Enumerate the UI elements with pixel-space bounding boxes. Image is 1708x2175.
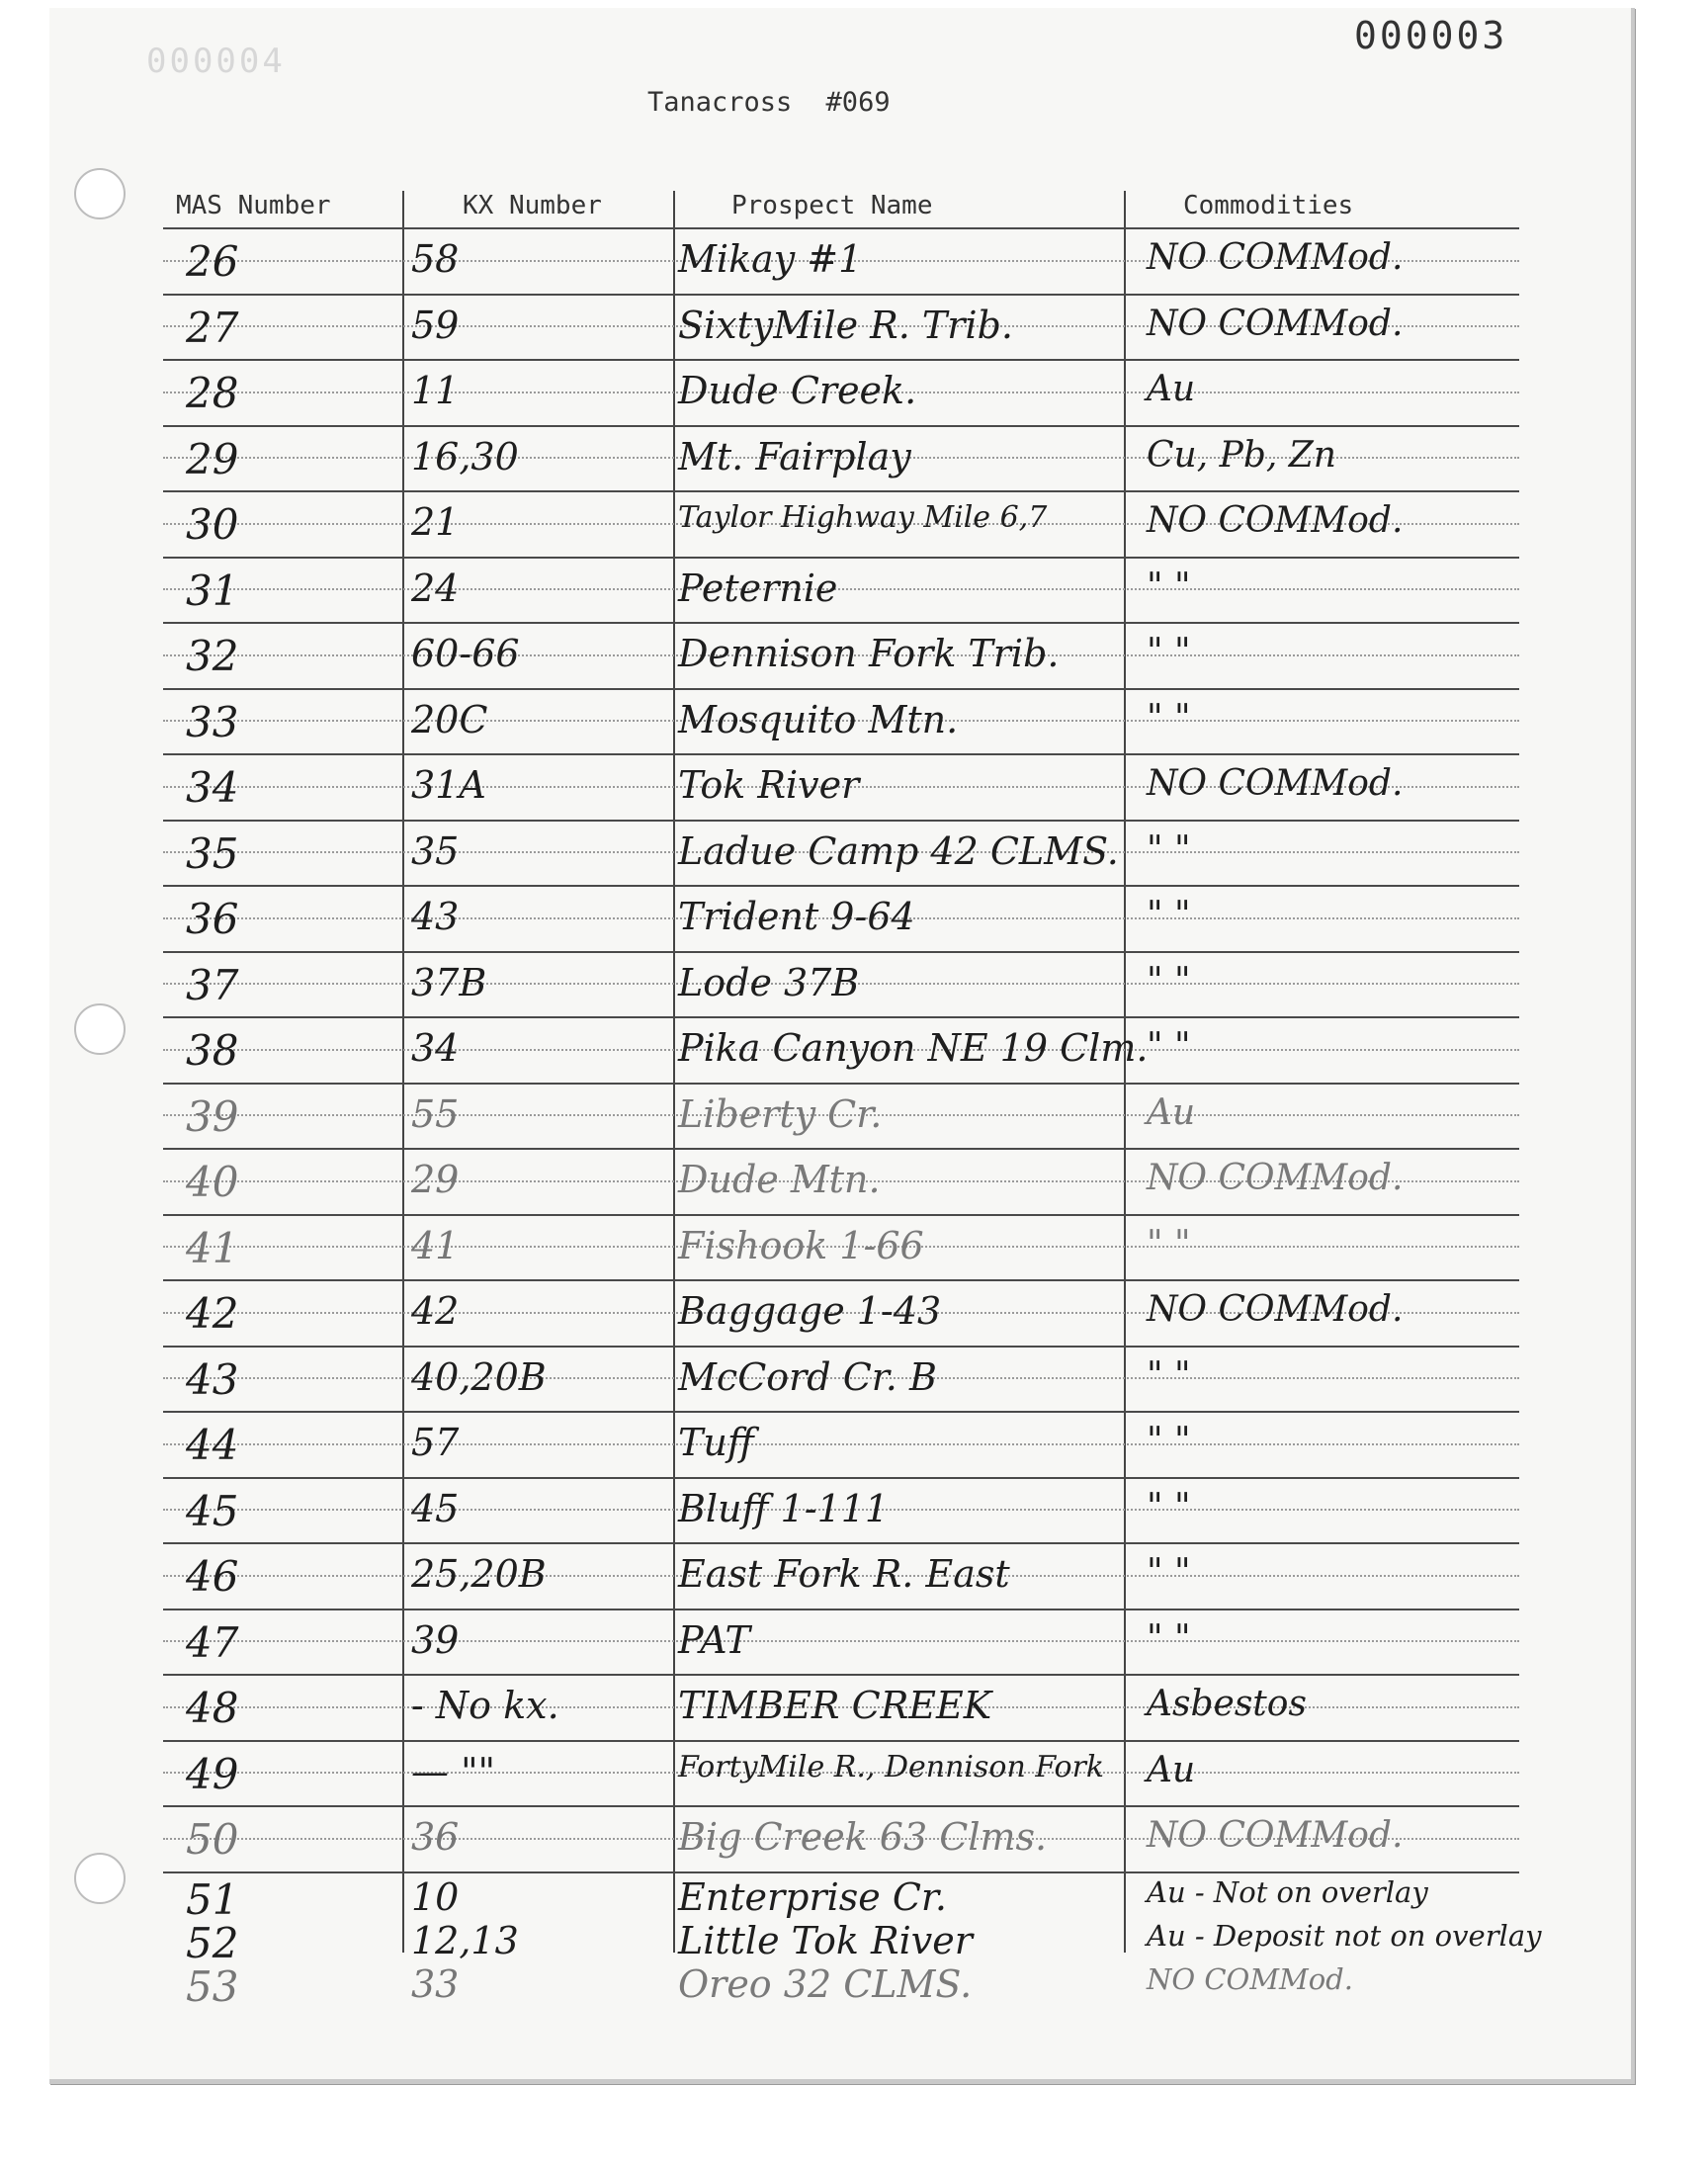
commodities-cell: Au - Not on overlay <box>1147 1874 1428 1909</box>
commodities-cell: " " <box>1147 828 1191 870</box>
prospect-name-cell: East Fork R. East <box>678 1552 1010 1596</box>
kx-number-cell: 33 <box>411 1961 460 2006</box>
commodities-cell: NO COMMod. <box>1147 1289 1404 1330</box>
commodities-cell: Au - Deposit not on overlay <box>1147 1918 1542 1953</box>
row-rule <box>163 753 1519 755</box>
header-kx-number: KX Number <box>463 191 602 220</box>
mas-number-cell: 32 <box>186 632 239 680</box>
prospect-name-cell: TIMBER CREEK <box>678 1684 992 1727</box>
commodities-cell: " " <box>1147 1486 1191 1527</box>
commodities-cell: Cu, Pb, Zn <box>1147 434 1336 476</box>
row-rule <box>163 425 1519 427</box>
prospect-name-cell: FortyMile R., Dennison Fork <box>678 1749 1105 1784</box>
commodities-cell: " " <box>1147 632 1191 672</box>
kx-number-cell: 21 <box>411 500 460 544</box>
commodities-cell: NO COMMod. <box>1147 500 1404 541</box>
header-rule <box>163 227 1519 229</box>
prospect-name-cell: Little Tok River <box>678 1918 973 1962</box>
header-prospect-name: Prospect Name <box>731 191 933 220</box>
row-rule <box>163 885 1519 887</box>
commodities-cell: " " <box>1147 960 1191 1001</box>
commodities-cell: " " <box>1147 1223 1191 1264</box>
prospect-name-cell: Trident 9-64 <box>678 895 915 938</box>
row-rule <box>163 490 1519 492</box>
kx-number-cell: 36 <box>411 1815 460 1859</box>
document-number: 000003 <box>1354 14 1508 57</box>
kx-number-cell: 41 <box>411 1223 460 1267</box>
kx-number-cell: 59 <box>411 303 460 347</box>
row-rule <box>163 1542 1519 1544</box>
kx-number-cell: 35 <box>411 828 460 873</box>
kx-number-cell: 11 <box>411 369 460 412</box>
row-rule <box>163 951 1519 953</box>
mas-number-cell: 31 <box>186 566 239 615</box>
commodities-cell: " " <box>1147 1617 1191 1659</box>
commodities-cell: " " <box>1147 697 1191 739</box>
mas-number-cell: 52 <box>186 1918 239 1967</box>
prospect-name-cell: Oreo 32 CLMS. <box>678 1961 973 2006</box>
prospect-name-cell: Mosquito Mtn. <box>678 697 959 741</box>
row-rule <box>163 359 1519 361</box>
kx-number-cell: 39 <box>411 1617 460 1662</box>
mas-number-cell: 50 <box>186 1815 239 1864</box>
commodities-cell: NO COMMod. <box>1147 303 1404 344</box>
row-rule <box>163 820 1519 822</box>
dotted-guide <box>163 1640 1519 1642</box>
header-mas-number: MAS Number <box>176 191 331 220</box>
prospect-name-cell: Fishook 1-66 <box>678 1223 924 1267</box>
row-rule <box>163 1871 1519 1873</box>
kx-number-cell: 31A <box>411 763 486 807</box>
header-commodities: Commodities <box>1183 191 1354 220</box>
kx-number-cell: 12,13 <box>411 1918 519 1962</box>
kx-number-cell: 10 <box>411 1874 460 1919</box>
mas-number-cell: 39 <box>186 1091 239 1141</box>
mas-number-cell: 41 <box>186 1223 239 1272</box>
prospect-name-cell: Pika Canyon NE 19 Clm. <box>678 1026 1149 1070</box>
row-rule <box>163 688 1519 690</box>
kx-number-cell: 45 <box>411 1486 460 1530</box>
column-divider <box>1124 191 1126 1953</box>
mas-number-cell: 34 <box>186 763 239 812</box>
commodities-cell: " " <box>1147 1026 1191 1067</box>
mas-number-cell: 36 <box>186 895 239 943</box>
commodities-cell: Au <box>1147 369 1196 409</box>
prospect-name-cell: Dude Mtn. <box>678 1158 881 1201</box>
row-rule <box>163 1083 1519 1085</box>
prospect-name-cell: Dennison Fork Trib. <box>678 632 1060 675</box>
prospect-name-cell: Tuff <box>678 1421 754 1464</box>
punch-hole <box>74 1853 126 1904</box>
row-rule <box>163 1148 1519 1150</box>
commodities-cell: NO COMMod. <box>1147 763 1404 804</box>
row-rule <box>163 294 1519 296</box>
kx-number-cell: 60-66 <box>411 632 520 675</box>
mas-number-cell: 45 <box>186 1486 239 1535</box>
row-rule <box>163 1477 1519 1479</box>
kx-number-cell: 55 <box>411 1091 460 1136</box>
commodities-cell: Au <box>1147 1749 1196 1790</box>
commodities-cell: NO COMMod. <box>1147 1815 1404 1856</box>
kx-number-cell: 42 <box>411 1289 460 1333</box>
kx-number-cell: 37B <box>411 960 487 1004</box>
row-rule <box>163 1740 1519 1742</box>
kx-number-cell: 40,20B <box>411 1354 547 1399</box>
prospect-name-cell: Peternie <box>678 566 838 610</box>
kx-number-cell: 34 <box>411 1026 460 1070</box>
row-rule <box>163 1609 1519 1610</box>
kx-number-cell: 25,20B <box>411 1552 547 1596</box>
column-divider <box>673 191 675 1953</box>
dotted-guide <box>163 588 1519 590</box>
prospect-name-cell: PAT <box>678 1617 750 1662</box>
row-rule <box>163 1411 1519 1413</box>
mas-number-cell: 29 <box>186 434 239 483</box>
mas-number-cell: 40 <box>186 1158 239 1206</box>
kx-number-cell: 58 <box>411 237 460 281</box>
dotted-guide <box>163 1443 1519 1445</box>
mas-number-cell: 26 <box>186 237 239 286</box>
prospect-name-cell: Dude Creek. <box>678 369 917 412</box>
mas-number-cell: 51 <box>186 1874 239 1924</box>
prospect-name-cell: Lode 37B <box>678 960 860 1004</box>
kx-number-cell: 20C <box>411 697 488 741</box>
mas-number-cell: 28 <box>186 369 239 417</box>
row-rule <box>163 622 1519 624</box>
kx-number-cell: - No kx. <box>411 1684 559 1727</box>
commodities-cell: " " <box>1147 1421 1191 1461</box>
mas-number-cell: 37 <box>186 960 239 1009</box>
mas-number-cell: 33 <box>186 697 239 746</box>
prospect-name-cell: McCord Cr. B <box>678 1354 937 1399</box>
mas-number-cell: 46 <box>186 1552 239 1601</box>
mas-number-cell: 43 <box>186 1354 239 1404</box>
commodities-cell: " " <box>1147 895 1191 935</box>
mas-number-cell: 47 <box>186 1617 239 1667</box>
mas-number-cell: 53 <box>186 1961 239 2011</box>
row-rule <box>163 1805 1519 1807</box>
kx-number-cell: 57 <box>411 1421 460 1464</box>
kx-number-cell: 43 <box>411 895 460 938</box>
row-rule <box>163 1279 1519 1281</box>
prospect-name-cell: Baggage 1-43 <box>678 1289 942 1333</box>
commodities-cell: " " <box>1147 1552 1191 1593</box>
ghost-document-number: 000004 <box>146 42 286 81</box>
commodities-cell: NO COMMod. <box>1147 237 1404 278</box>
row-rule <box>163 1346 1519 1348</box>
prospect-name-cell: Bluff 1-111 <box>678 1486 890 1530</box>
row-rule <box>163 1016 1519 1018</box>
prospect-name-cell: Ladue Camp 42 CLMS. <box>678 828 1119 873</box>
mas-number-cell: 35 <box>186 828 239 878</box>
prospect-name-cell: Big Creek 63 Clms. <box>678 1815 1048 1859</box>
prospect-name-cell: Mt. Fairplay <box>678 434 911 478</box>
commodities-cell: NO COMMod. <box>1147 1158 1404 1198</box>
mas-number-cell: 48 <box>186 1684 239 1732</box>
punch-hole <box>74 1003 126 1055</box>
page-title: Tanacross #069 <box>647 87 891 118</box>
prospect-name-cell: Tok River <box>678 763 860 807</box>
mas-number-cell: 27 <box>186 303 239 352</box>
column-divider <box>402 191 404 1953</box>
prospect-name-cell: Enterprise Cr. <box>678 1874 947 1919</box>
commodities-cell: " " <box>1147 1354 1191 1396</box>
kx-number-cell: 24 <box>411 566 460 610</box>
punch-hole <box>74 168 126 219</box>
prospect-name-cell: Taylor Highway Mile 6,7 <box>678 500 1048 535</box>
row-rule <box>163 1214 1519 1216</box>
mas-number-cell: 38 <box>186 1026 239 1075</box>
row-rule <box>163 557 1519 559</box>
commodities-cell: " " <box>1147 566 1191 607</box>
mas-number-cell: 42 <box>186 1289 239 1338</box>
kx-number-cell: 29 <box>411 1158 460 1201</box>
prospect-name-cell: Mikay #1 <box>678 237 863 281</box>
mas-number-cell: 44 <box>186 1421 239 1469</box>
commodities-cell: Au <box>1147 1091 1196 1133</box>
row-rule <box>163 1674 1519 1676</box>
commodities-cell: Asbestos <box>1147 1684 1307 1724</box>
kx-number-cell: — "" <box>411 1749 496 1793</box>
prospect-name-cell: SixtyMile R. Trib. <box>678 303 1013 347</box>
prospect-name-cell: Liberty Cr. <box>678 1091 883 1136</box>
kx-number-cell: 16,30 <box>411 434 519 478</box>
commodities-cell: NO COMMod. <box>1147 1961 1353 1996</box>
mas-number-cell: 30 <box>186 500 239 549</box>
mas-number-cell: 49 <box>186 1749 239 1798</box>
